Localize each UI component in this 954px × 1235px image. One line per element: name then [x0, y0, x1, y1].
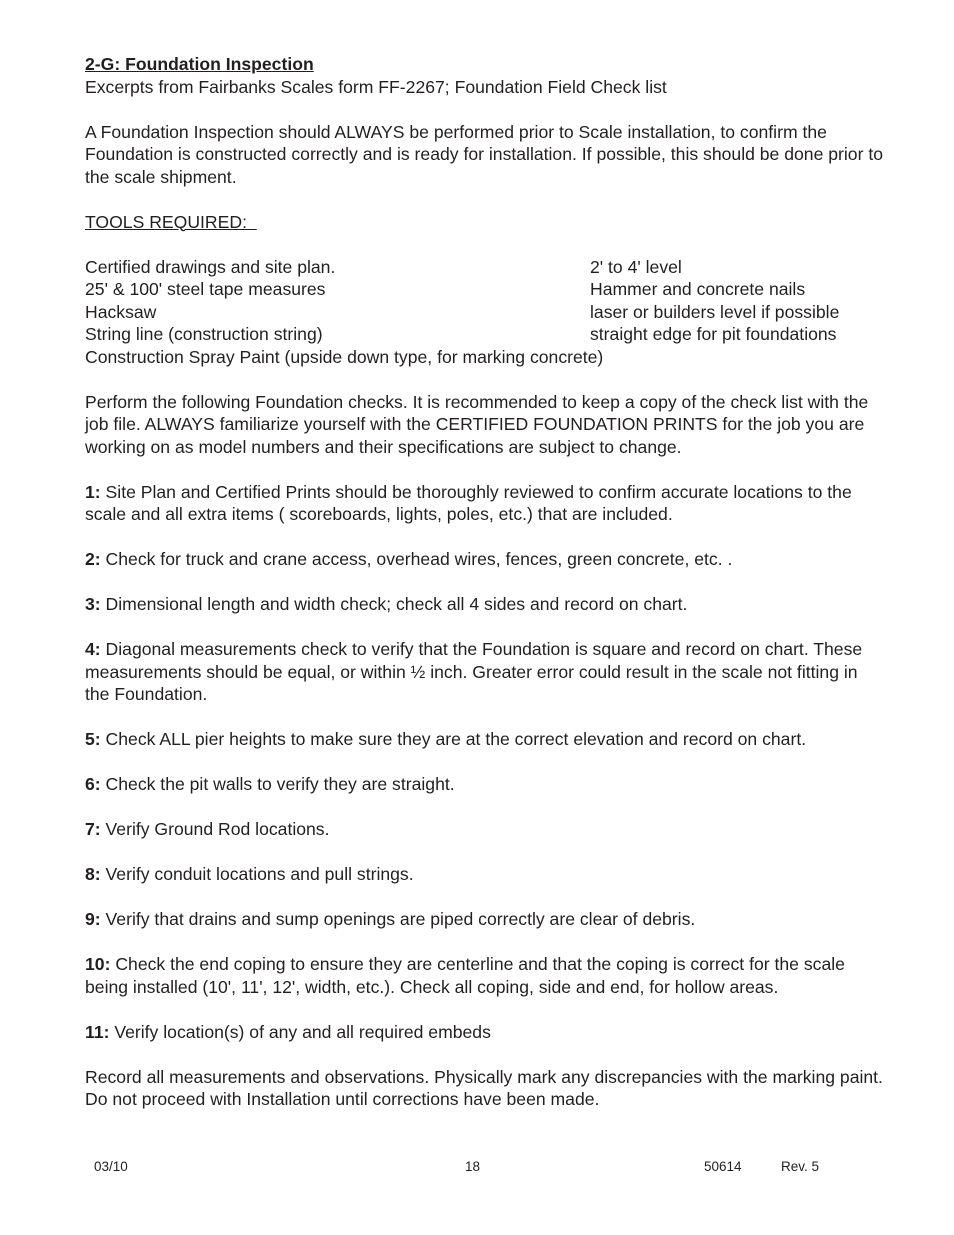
check-number: 7:: [85, 819, 101, 839]
tools-row: [85, 256, 885, 279]
check-item: [85, 638, 885, 706]
check-item: [85, 773, 885, 796]
spacer: [85, 616, 885, 639]
check-number: 8:: [85, 864, 101, 884]
footer-date: 03/10: [94, 1159, 128, 1174]
spacer: [85, 751, 885, 774]
check-number: 3:: [85, 594, 101, 614]
tools-list: [85, 256, 885, 369]
tool-item: Hacksaw: [85, 301, 157, 322]
tool-item: Certified drawings and site plan.: [85, 256, 336, 277]
check-text: Check for truck and crane access, overhead wires, fences, green concrete, etc. .: [100, 549, 733, 569]
spacer: [85, 998, 885, 1021]
check-number: 10:: [85, 954, 111, 974]
spacer: [85, 796, 885, 819]
revision-label: Rev. 5: [781, 1159, 820, 1174]
check-item: [85, 728, 885, 751]
check-item: [85, 1021, 885, 1044]
check-item: [85, 908, 885, 931]
check-number: 2:: [85, 549, 101, 569]
check-text: Verify Ground Rod locations.: [100, 819, 330, 839]
check-number: 11:: [85, 1021, 110, 1042]
document-page: [85, 53, 885, 1111]
check-text: Check ALL pier heights to make sure they are at the correct elevation and record on chart.: [100, 729, 807, 749]
check-text: Site Plan and Certified Prints should be thoroughly reviewed to confirm accurate locations to the scale and all extra items ( scoreboards, lights, poles, etc.) that are included.: [85, 481, 852, 524]
check-item: [85, 548, 885, 571]
check-number: 9:: [85, 909, 101, 929]
spacer: [85, 368, 885, 391]
section-subtitle: Excerpts from Fairbanks Scales form FF-2267; Foundation Field Check list: [85, 76, 667, 97]
intro-paragraph: A Foundation Inspection should ALWAYS be performed prior to Scale installation, to confirm the Foundation is constructed correctly and is ready for installation. If possible, this should be done prior to the scale shipment.: [85, 121, 884, 187]
tools-row: [85, 323, 885, 346]
spacer: [85, 233, 885, 256]
check-number: 1:: [85, 481, 101, 502]
spacer: [85, 886, 885, 909]
check-text: Verify location(s) of any and all required embeds: [109, 1021, 491, 1042]
spacer: [85, 1043, 885, 1066]
section-title: 2-G: Foundation Inspection: [85, 54, 314, 74]
spacer: [85, 458, 885, 481]
check-item: [85, 818, 885, 841]
spacer: [85, 188, 885, 211]
check-text: Verify conduit locations and pull strings.: [100, 864, 414, 884]
page-number: 18: [465, 1159, 481, 1174]
tool-item: straight edge for pit foundations: [590, 324, 837, 344]
spacer: [85, 706, 885, 729]
check-text: Check the pit walls to verify they are straight.: [100, 774, 455, 794]
tool-item: laser or builders level if possible: [590, 301, 840, 322]
check-item: [85, 953, 885, 998]
tool-item: Hammer and concrete nails: [590, 279, 806, 299]
tools-row: [85, 278, 885, 301]
check-number: 4:: [85, 639, 101, 659]
spacer: [85, 571, 885, 594]
check-text: Check the end coping to ensure they are centerline and that the coping is correct for the scale being installed (10', 11', 12', width, etc.). Check all coping, side and end, for hollow areas.: [85, 954, 845, 997]
tools-row: [85, 301, 885, 324]
check-item: [85, 481, 885, 526]
tool-item: 2' to 4' level: [590, 256, 682, 277]
check-item: [85, 593, 885, 616]
instructions-paragraph: Perform the following Foundation checks. It is recommended to keep a copy of the check list with the job file. ALWAYS familiarize yourself with the CERTIFIED FOUNDATION PRINTS for the job you are working on as model numbers and their specifications are subject to change.: [85, 391, 869, 457]
spacer: [85, 526, 885, 549]
check-number: 5:: [85, 729, 101, 749]
spacer: [85, 931, 885, 954]
tools-title: TOOLS REQUIRED:: [85, 211, 257, 232]
check-text: Diagonal measurements check to verify that the Foundation is square and record on chart. These measurements should be equal, or within ½ inch. Greater error could result in the scale not fitting in the Foundation.: [85, 639, 863, 704]
tool-item: 25' & 100' steel tape measures: [85, 279, 326, 299]
check-text: Dimensional length and width check; check all 4 sides and record on chart.: [100, 594, 688, 614]
tool-item: Construction Spray Paint (upside down type, for marking concrete): [85, 346, 604, 367]
document-number: 50614: [704, 1159, 742, 1174]
check-number: 6:: [85, 774, 101, 794]
closing-paragraph: Record all measurements and observations. Physically mark any discrepancies with the marking paint. Do not proceed with Installation until corrections have been made.: [85, 1066, 883, 1109]
tool-item: String line (construction string): [85, 324, 323, 344]
check-text: Verify that drains and sump openings are piped correctly are clear of debris.: [100, 909, 696, 929]
spacer: [85, 98, 885, 121]
spacer: [85, 841, 885, 864]
check-item: [85, 863, 885, 886]
